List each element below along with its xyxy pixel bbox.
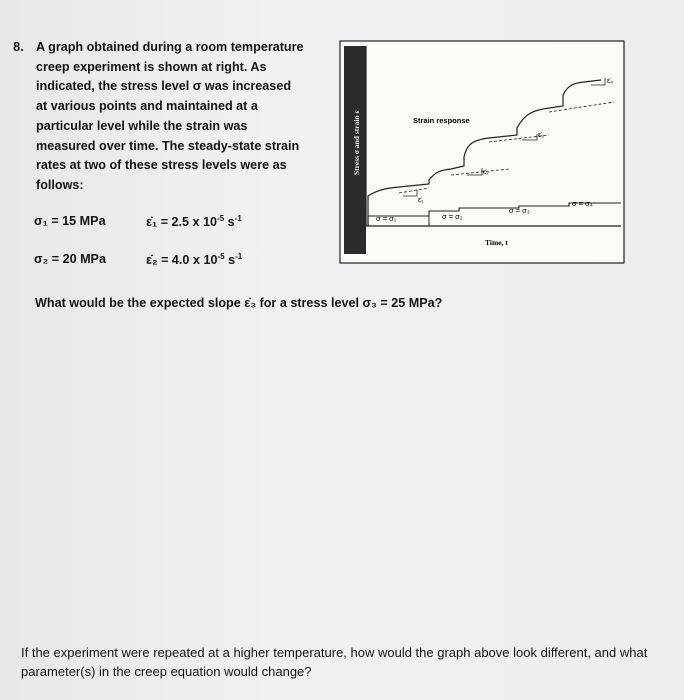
figure-frame — [340, 41, 624, 263]
stress-value-1: σ₁ = 15 MPa — [34, 214, 106, 228]
x-axis-label: Time, t — [485, 238, 508, 247]
rate-value-2: ε̇₂ = 4.0 x $10^{-5}$ $s^{-1}$ — [146, 252, 243, 268]
statement-line: A graph obtained during a room temperature — [36, 40, 304, 54]
statement-line: indicated, the stress level σ was increased — [36, 79, 292, 94]
slope-question: What would be the expected slope ε̇₃ for a stress level σ₃ = 25 MPa? — [35, 296, 443, 310]
statement-line: particular level while the strain was — [36, 118, 248, 133]
stress-level-label-2: σ = σ₂ — [442, 212, 463, 221]
question-number: 8. — [13, 39, 24, 54]
y-axis-label: Stress σ and strain ε — [352, 110, 361, 175]
stress-level-label-3: σ = σ₃ — [509, 206, 530, 215]
creep-figure — [339, 40, 625, 264]
slope-label-4: ε̇₄ — [607, 78, 613, 85]
stress-level-label-1: σ = σ₁ — [376, 214, 397, 223]
followup-question: If the experiment were repeated at a higher temperature, how would the graph above look different, and what parameter(s) in the creep equation would change? — [21, 645, 648, 679]
slope-label-3: ε̇₃ — [538, 132, 544, 139]
strain-response-label: Strain response — [413, 116, 470, 125]
rate-symbol: ε̇₂ — [146, 253, 158, 268]
statement-line: measured over time. The steady-state strain — [36, 138, 300, 153]
rate-symbol: ε̇₃ — [244, 296, 257, 310]
problem-statement — [36, 38, 336, 196]
rate-value-1: ε̇₁ = 2.5 x $10^{-5}$ $s^{-1}$ — [146, 214, 242, 230]
statement-line: creep experiment is shown at right. As — [36, 59, 267, 74]
slope-label-2: ε̇₂ — [483, 169, 489, 176]
statement-line: at various points and maintained at a — [36, 99, 258, 114]
stress-level-label-4: σ = σ₄ — [572, 199, 593, 208]
statement-line: rates at two of these stress levels were as — [36, 158, 287, 173]
stress-value-2: σ₂ = 20 MPa — [34, 252, 106, 266]
slope-label-1: ε̇₁ — [418, 197, 424, 204]
statement-line: follows: — [36, 177, 84, 192]
rate-symbol: ε̇₁ — [146, 215, 158, 230]
